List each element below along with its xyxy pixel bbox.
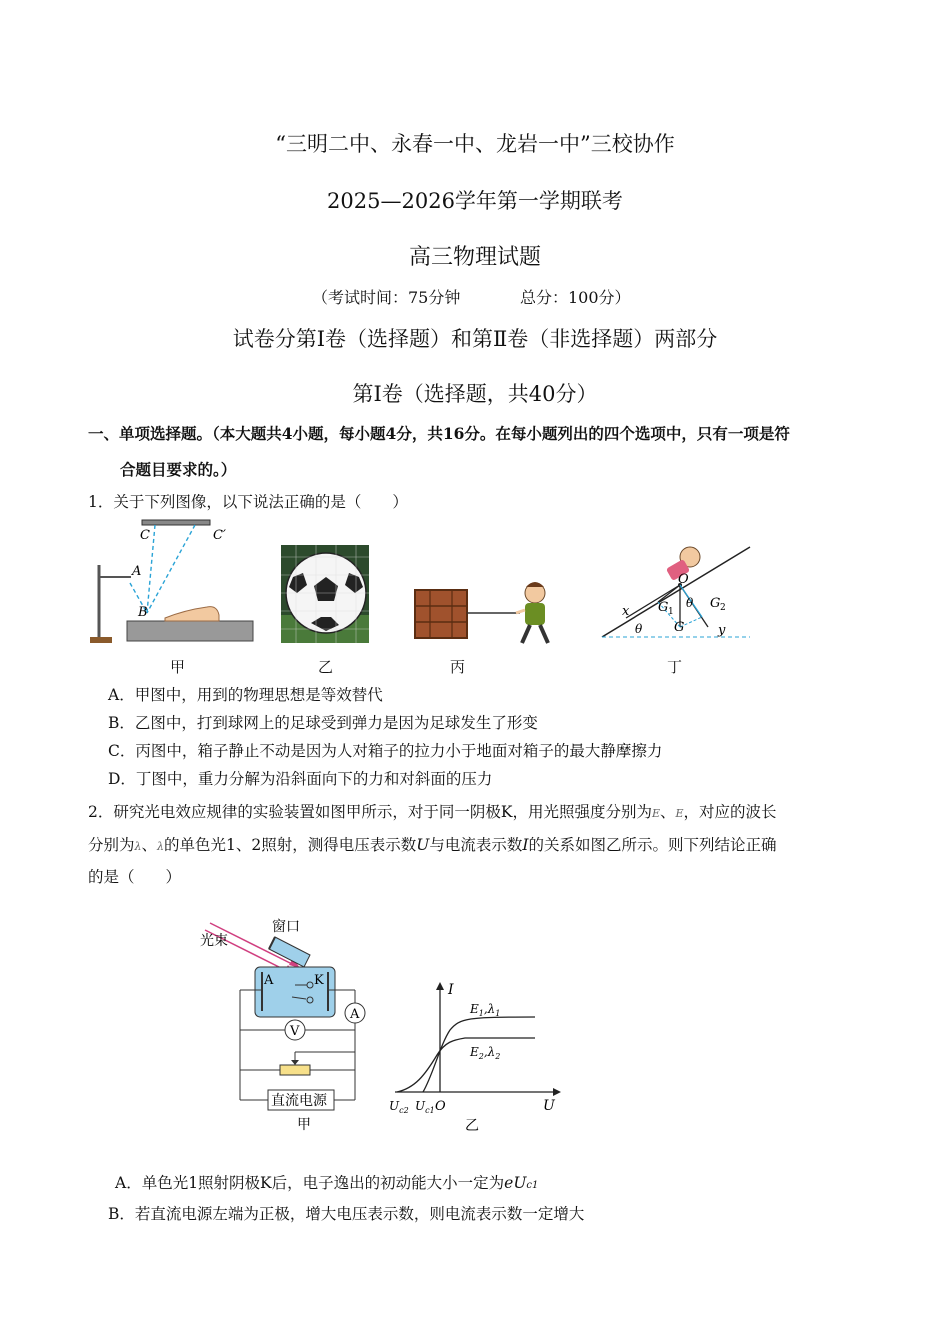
svg-text:1: 1 bbox=[668, 607, 674, 617]
stand-base bbox=[90, 637, 112, 643]
svg-text:A: A bbox=[350, 1007, 360, 1022]
label-uc1: $U_{c1}$ bbox=[415, 1099, 435, 1115]
q2-option-b: B．若直流电源左端为正极，增大电压表示数，则电流表示数一定增大 bbox=[108, 1205, 585, 1223]
label-window: 窗口 bbox=[272, 919, 300, 935]
q2-stem-line2: 分别为λ、λ的单色光1、2照射，测得电压表示数U与电流表示数I的关系如图乙所示。则下列结论正确 bbox=[88, 836, 777, 854]
q2-figure-circuit bbox=[200, 915, 390, 1135]
page-title: 高三物理试题 bbox=[408, 245, 541, 270]
fig-caption-bing: 丙 bbox=[450, 658, 466, 676]
svg-text:I: I bbox=[448, 982, 454, 998]
q1-figure-jia bbox=[85, 515, 260, 650]
q2-stem-line3: 的是（ ） bbox=[88, 868, 182, 886]
svg-text:y: y bbox=[718, 623, 726, 638]
label-curve-2: $E_2,\lambda_2$ bbox=[470, 1045, 501, 1061]
label-uc2: $U_{c2}$ bbox=[389, 1099, 409, 1115]
q1-stem: 1．关于下列图像，以下说法正确的是（ ） bbox=[88, 493, 408, 511]
svg-text:O: O bbox=[435, 1099, 446, 1114]
q1-option-d: D．丁图中，重力分解为沿斜面向下的力和对斜面的压力 bbox=[108, 770, 493, 788]
curve-2 bbox=[397, 1038, 535, 1092]
exam-time: （考试时间：75分钟 bbox=[312, 288, 461, 307]
svg-text:K: K bbox=[314, 973, 324, 988]
svg-text:A: A bbox=[264, 973, 274, 988]
fig-caption-jia: 甲 bbox=[170, 658, 186, 676]
q1-figure-yi bbox=[281, 545, 369, 643]
svg-text:O: O bbox=[678, 572, 689, 587]
label-curve-1: $E_1,\lambda_1$ bbox=[470, 1002, 501, 1018]
person-body bbox=[525, 603, 545, 625]
q1-option-a: A．甲图中，用到的物理思想是等效替代 bbox=[108, 686, 383, 704]
fig-caption-ding: 丁 bbox=[667, 658, 683, 676]
svg-text:x: x bbox=[622, 604, 630, 619]
q2-stem-line1: 2．研究光电效应规律的实验装置如图甲所示，对于同一阴极K，用光照强度分别为E、E，对应的波长 bbox=[88, 803, 777, 821]
q1-figure-bing bbox=[410, 555, 560, 650]
section-title: 一、单项选择题。（本大题共4小题，每小题4分，共16分。在每小题列出的四个选项中，只有一项是符 bbox=[88, 424, 790, 443]
svg-text:U: U bbox=[543, 1098, 555, 1114]
label-a: A bbox=[132, 564, 142, 579]
q1-option-b: B．乙图中，打到球网上的足球受到弹力是因为足球发生了形变 bbox=[108, 714, 538, 732]
svg-text:G: G bbox=[674, 620, 685, 635]
svg-text:直流电源: 直流电源 bbox=[271, 1093, 327, 1109]
q1-figure-ding bbox=[600, 545, 755, 645]
light-path-2 bbox=[147, 525, 195, 613]
svg-text:2: 2 bbox=[720, 603, 726, 613]
svg-text:V: V bbox=[290, 1024, 300, 1039]
label-c-prime: C′ bbox=[213, 528, 226, 543]
exam-line: 2025—2026学年第一学期联考 bbox=[327, 189, 623, 213]
wooden-box bbox=[415, 590, 467, 638]
svg-text:θ: θ bbox=[635, 622, 643, 636]
q2-figure-iu-graph bbox=[385, 980, 565, 1135]
hand-pressing bbox=[165, 607, 219, 621]
part1-title: 第Ⅰ卷（选择题，共40分） bbox=[352, 382, 598, 406]
svg-text:G: G bbox=[658, 600, 669, 615]
mirror-plate bbox=[142, 520, 210, 525]
rheostat bbox=[280, 1065, 310, 1075]
school-line: “三明二中、永春一中、龙岩一中”三校协作 bbox=[275, 132, 675, 156]
label-beam: 光束 bbox=[200, 933, 228, 949]
section-title-cont: 合题目要求的。） bbox=[120, 460, 237, 479]
svg-text:θ: θ bbox=[686, 596, 694, 610]
svg-text:G: G bbox=[710, 596, 721, 611]
label-b: B bbox=[138, 605, 148, 620]
q1-option-c: C．丙图中，箱子静止不动是因为人对箱子的拉力小于地面对箱子的最大静摩擦力 bbox=[108, 742, 663, 760]
svg-text:乙: 乙 bbox=[465, 1118, 479, 1134]
total-score: 总分：100分） bbox=[520, 288, 631, 307]
q2-option-a: A．单色光1照射阴极K后，电子逸出的初动能大小一定为eUc1 bbox=[115, 1174, 539, 1192]
fig-caption-yi: 乙 bbox=[318, 658, 334, 676]
table-block bbox=[127, 621, 253, 641]
label-c: C bbox=[140, 528, 150, 543]
svg-text:甲: 甲 bbox=[297, 1117, 311, 1133]
parts-note: 试卷分第Ⅰ卷（选择题）和第Ⅱ卷（非选择题）两部分 bbox=[232, 327, 718, 351]
